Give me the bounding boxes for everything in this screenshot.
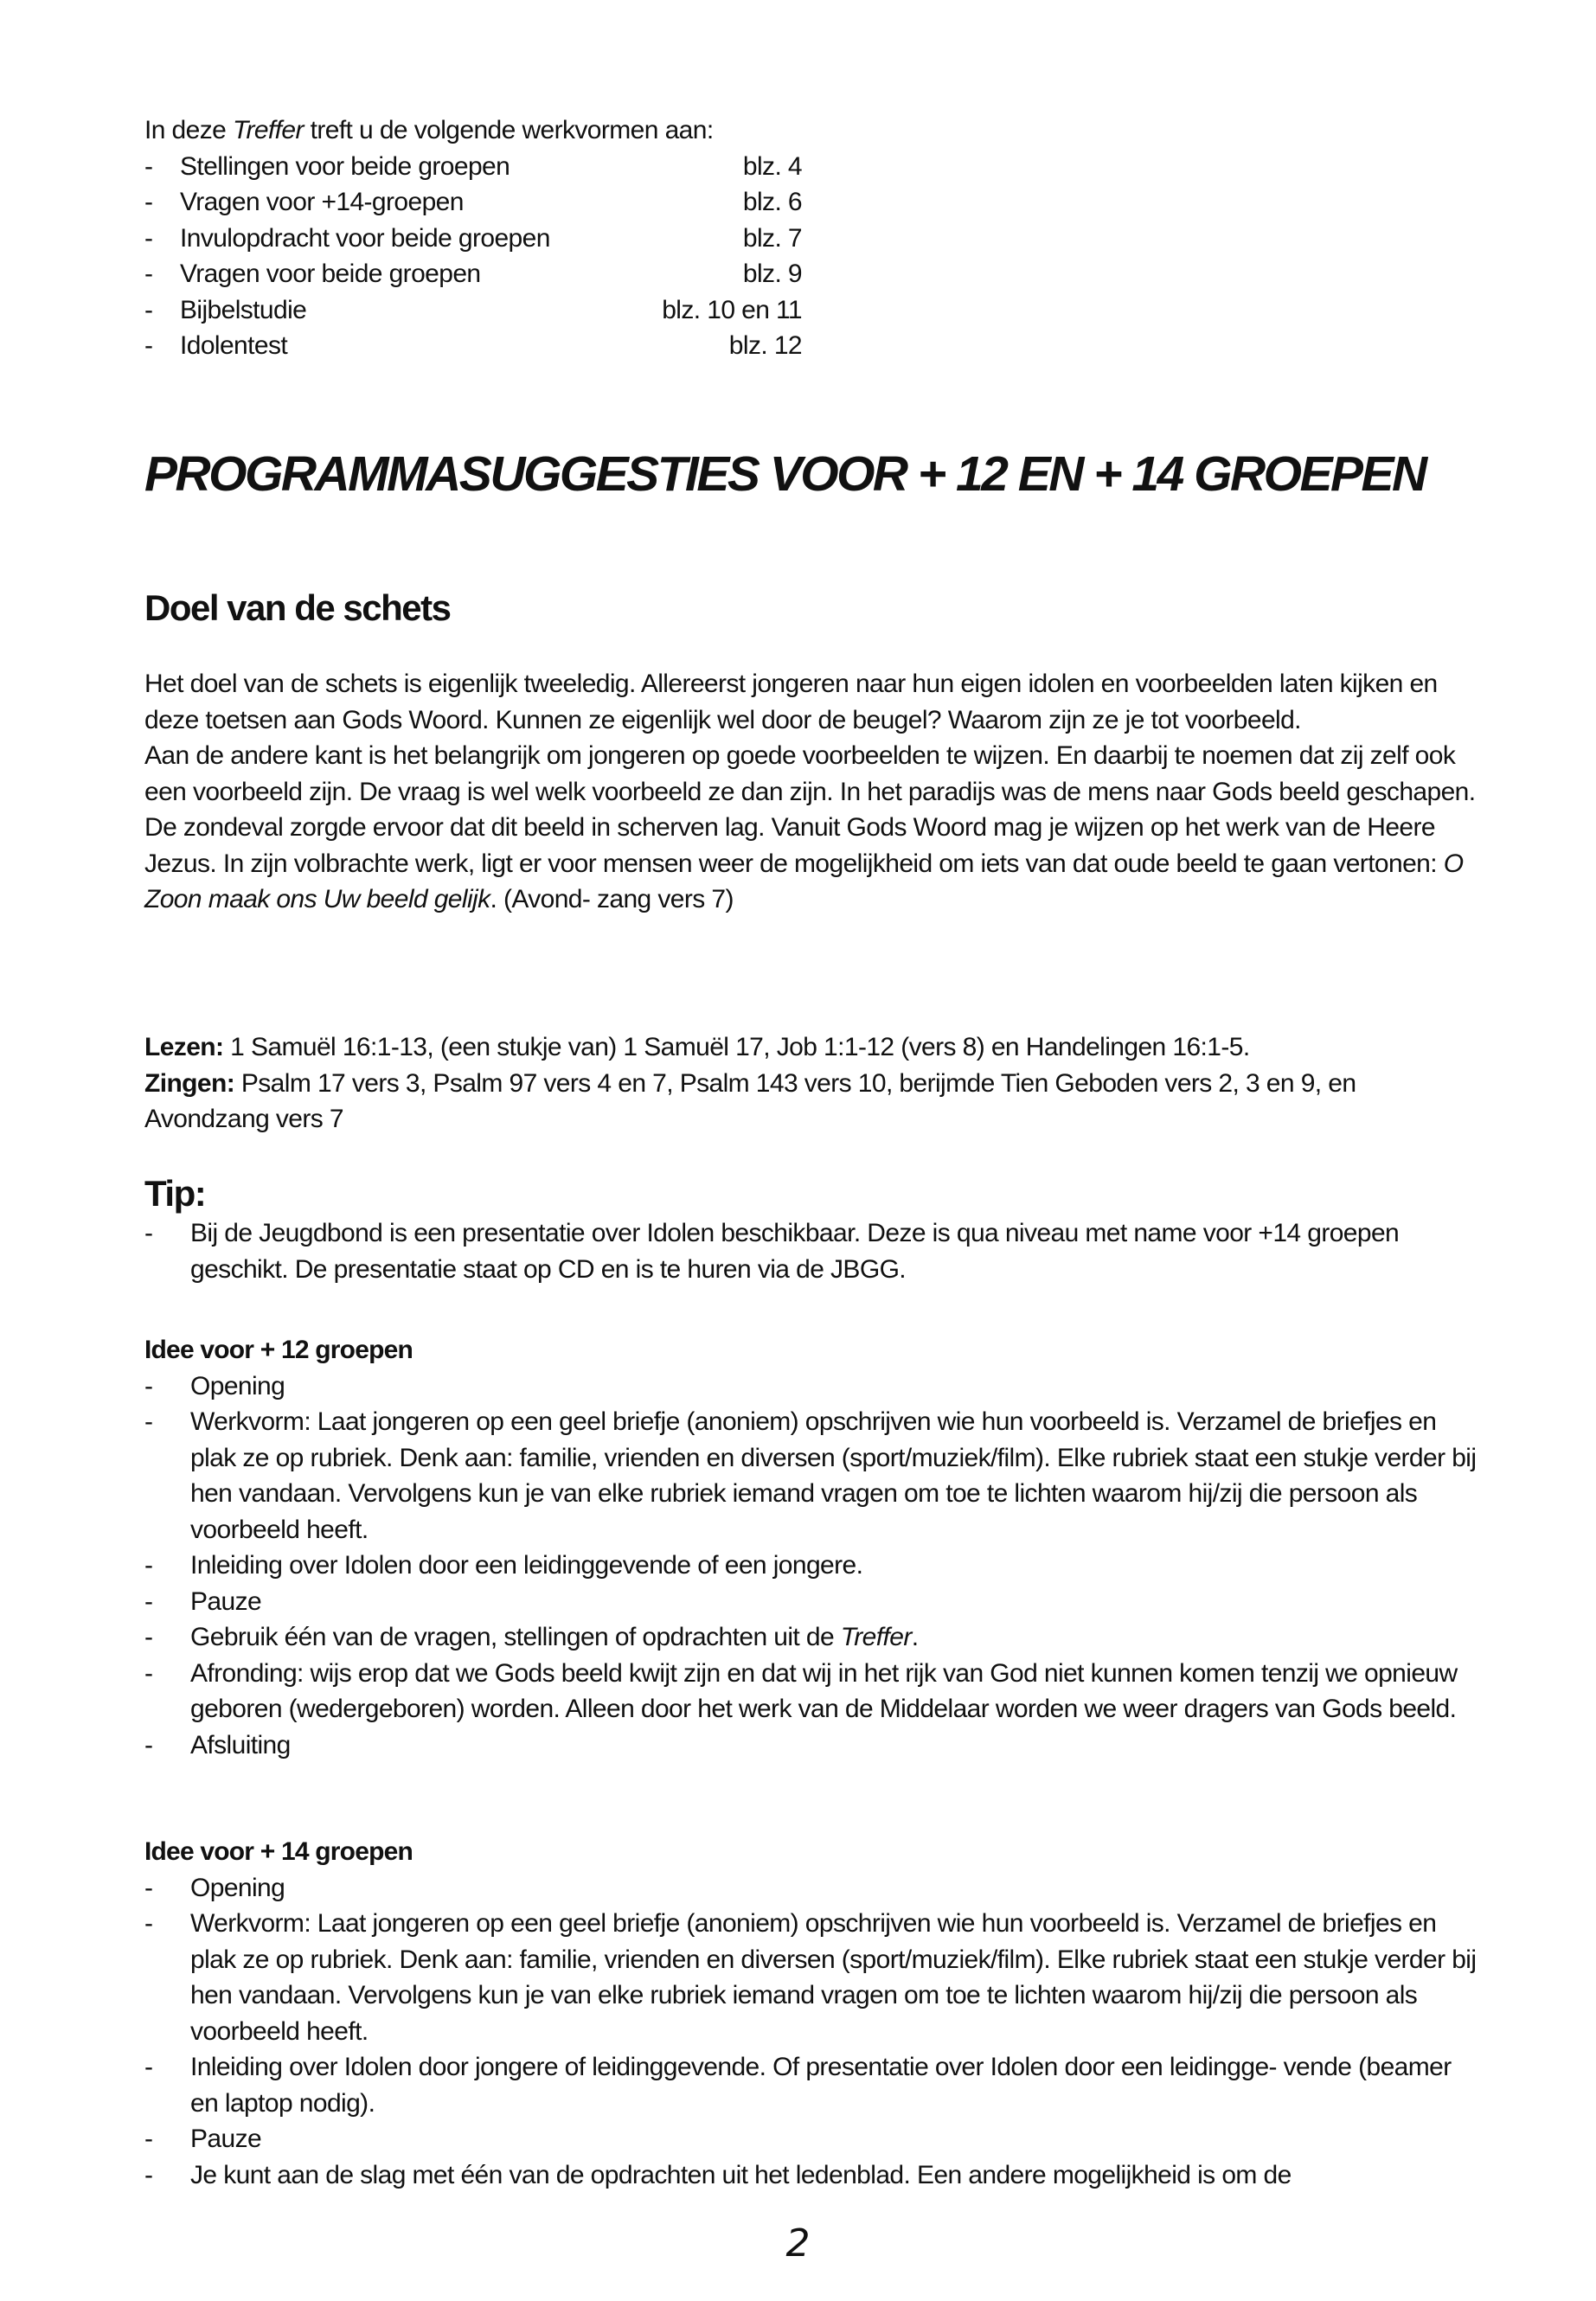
toc-page: blz. 6 (742, 188, 802, 216)
list-item: - Gebruik één van de vragen, stellingen of opdrachten uit de Treffer. (144, 1619, 1477, 1656)
werkvormen-overview (144, 112, 802, 364)
list-item: - Opening (144, 1368, 1477, 1405)
toc-page: blz. 10 en 11 (662, 295, 802, 324)
list-item: - Pauze (144, 2121, 1477, 2157)
idee-12-heading: Idee voor + 12 groepen (144, 1336, 413, 1364)
toc-page: blz. 7 (742, 223, 802, 253)
bullet-dash: - (144, 260, 153, 288)
toc-row (144, 292, 802, 329)
bullet-dash: - (144, 1551, 153, 1580)
bullet-dash: - (144, 151, 153, 181)
toc-label: Invulopdracht voor beide groepen (180, 223, 550, 253)
bullet-dash: - (144, 2053, 153, 2081)
bullet-dash: - (144, 1909, 153, 1938)
toc-page: blz. 12 (728, 331, 802, 360)
doel-paragraph-1: Het doel van de schets is eigenlijk tweeledig. Allereerst jongeren naar hun eigen idolen en voorbeelden laten kijken en deze toetsen aan Gods Woord. Kunnen ze eigenlijk wel door de beugel? Waarom zijn ze je tot voorbeeld. (144, 670, 1438, 734)
toc-row (144, 149, 802, 185)
zingen-line (144, 1066, 1477, 1138)
page-title: PROGRAMMASUGGESTIES VOOR + 12 EN + 14 GROEPEN (144, 446, 1426, 502)
list-item: - Afronding: wijs erop dat we Gods beeld kwijt zijn en dat wij in het rijk van God niet kunnen komen tenzij we opnieuw geboren (wedergeboren) worden. Alleen door het werk van de Middelaar worden we weer dragers van Gods beeld. (144, 1656, 1477, 1727)
bullet-dash: - (144, 2125, 153, 2153)
toc-page: blz. 9 (742, 260, 802, 288)
toc-row (144, 221, 802, 257)
document-page (144, 112, 1477, 2189)
tip-item: - Bij de Jeugdbond is een presentatie over Idolen beschikbaar. Deze is qua niveau met name voor +14 groepen geschikt. De presentatie staat op CD en is te huren via de JBGG. (144, 1215, 1477, 1287)
readings-block (144, 1029, 1477, 1138)
idee-12-section (144, 1332, 1477, 1763)
list-item: - Inleiding over Idolen door een leidinggevende of een jongere. (144, 1548, 1477, 1584)
toc-label: Stellingen voor beide groepen (180, 151, 510, 181)
list-item: - Je kunt aan de slag met één van de opdrachten uit het ledenblad. Een andere mogelijkheid is om de (144, 2157, 1477, 2194)
list-item: - Werkvorm: Laat jongeren op een geel briefje (anoniem) opschrijven wie hun voorbeeld is. Verzamel de briefjes en plak ze op rubriek. Denk aan: familie, vrienden en diversen (sport/muziek/film). Elke rubriek staat een stukje verder bij hen vandaan. Vervolgens kun je van elke rubriek iemand vragen om toe te lichten waarom hij/zij die persoon als voorbeeld heeft. (144, 1906, 1477, 2049)
toc-label: Vragen voor +14-groepen (180, 188, 464, 216)
bullet-dash: - (144, 331, 153, 360)
list-item: - Opening (144, 1870, 1477, 1907)
lezen-label: Lezen: (144, 1033, 224, 1061)
idee-14-section (144, 1834, 1477, 2193)
treffer-italic: Treffer (840, 1623, 912, 1651)
list-item: - Afsluiting (144, 1727, 1477, 1764)
lezen-line (144, 1029, 1477, 1066)
bullet-dash: - (144, 1873, 153, 1902)
bullet-dash: - (144, 1658, 153, 1688)
bullet-dash: - (144, 295, 153, 324)
lezen-text: 1 Samuël 16:1-13, (een stukje van) 1 Samuël 17, Job 1:1-12 (vers 8) en Handelingen 16:1-5. (223, 1033, 1250, 1061)
bullet-dash: - (144, 223, 153, 253)
bullet-dash: - (144, 1730, 153, 1759)
bullet-dash: - (144, 1586, 153, 1616)
bullet-dash: - (144, 1371, 153, 1400)
toc-page: blz. 4 (742, 151, 802, 181)
bullet-dash: - (144, 188, 153, 216)
treffer-italic: Treffer (232, 116, 304, 144)
toc-row (144, 184, 802, 221)
bullet-dash: - (144, 2160, 153, 2189)
toc-label: Vragen voor beide groepen (180, 260, 481, 288)
quote-italic: O Zoon maak ons Uw beeld gelijk (144, 849, 1464, 913)
tip-heading: Tip: (144, 1173, 206, 1214)
toc-row (144, 256, 802, 292)
doel-paragraph-2: Aan de andere kant is het belangrijk om jongeren op goede voorbeelden te wijzen. En daarbij te noemen dat zij zelf ook een voorbeeld zijn. De vraag is wel welk voorbeeld ze dan zijn. In het paradijs was de mens naar Gods beeld geschapen. De zondeval zorgde ervoor dat dit beeld in scherven lag. Vanuit Gods Woord mag je wijzen op het werk van de Heere Jezus. In zijn volbrachte werk, ligt er voor mensen weer de mogelijkheid om iets van dat oude beeld te gaan vertonen: O Zoon maak ons Uw beeld gelijk. (Avond- zang vers 7) (144, 741, 1476, 913)
toc-label: Idolentest (180, 331, 288, 360)
toc-label: Bijbelstudie (180, 295, 307, 324)
list-item: - Werkvorm: Laat jongeren op een geel briefje (anoniem) opschrijven wie hun voorbeeld is. Verzamel de briefjes en plak ze op rubriek. Denk aan: familie, vrienden en diversen (sport/muziek/film). Elke rubriek staat een stukje verder bij hen vandaan. Vervolgens kun je van elke rubriek iemand vragen om toe te lichten waarom hij/zij die persoon als voorbeeld heeft. (144, 1404, 1477, 1548)
bullet-dash: - (144, 1623, 153, 1651)
list-item: - Inleiding over Idolen door jongere of leidinggevende. Of presentatie over Idolen door een leidingge- vende (beamer en laptop nodig). (144, 2049, 1477, 2121)
section-heading-doel: Doel van de schets (144, 587, 451, 628)
idee-14-heading: Idee voor + 14 groepen (144, 1837, 413, 1866)
bullet-dash: - (144, 1219, 153, 1247)
tip-section (144, 1172, 1477, 1287)
toc-row (144, 328, 802, 364)
zingen-label: Zingen: (144, 1068, 235, 1098)
bullet-dash: - (144, 1407, 153, 1436)
page-number: 2 (785, 2221, 811, 2266)
intro-lead: In deze Treffer treft u de volgende werkvormen aan: (144, 116, 714, 144)
zingen-text: Psalm 17 vers 3, Psalm 97 vers 4 en 7, Psalm 143 vers 10, berijmde Tien Geboden vers 2, 3 en 9, en Avondzang vers 7 (144, 1068, 1356, 1133)
list-item: - Pauze (144, 1584, 1477, 1620)
doel-body (144, 666, 1477, 918)
